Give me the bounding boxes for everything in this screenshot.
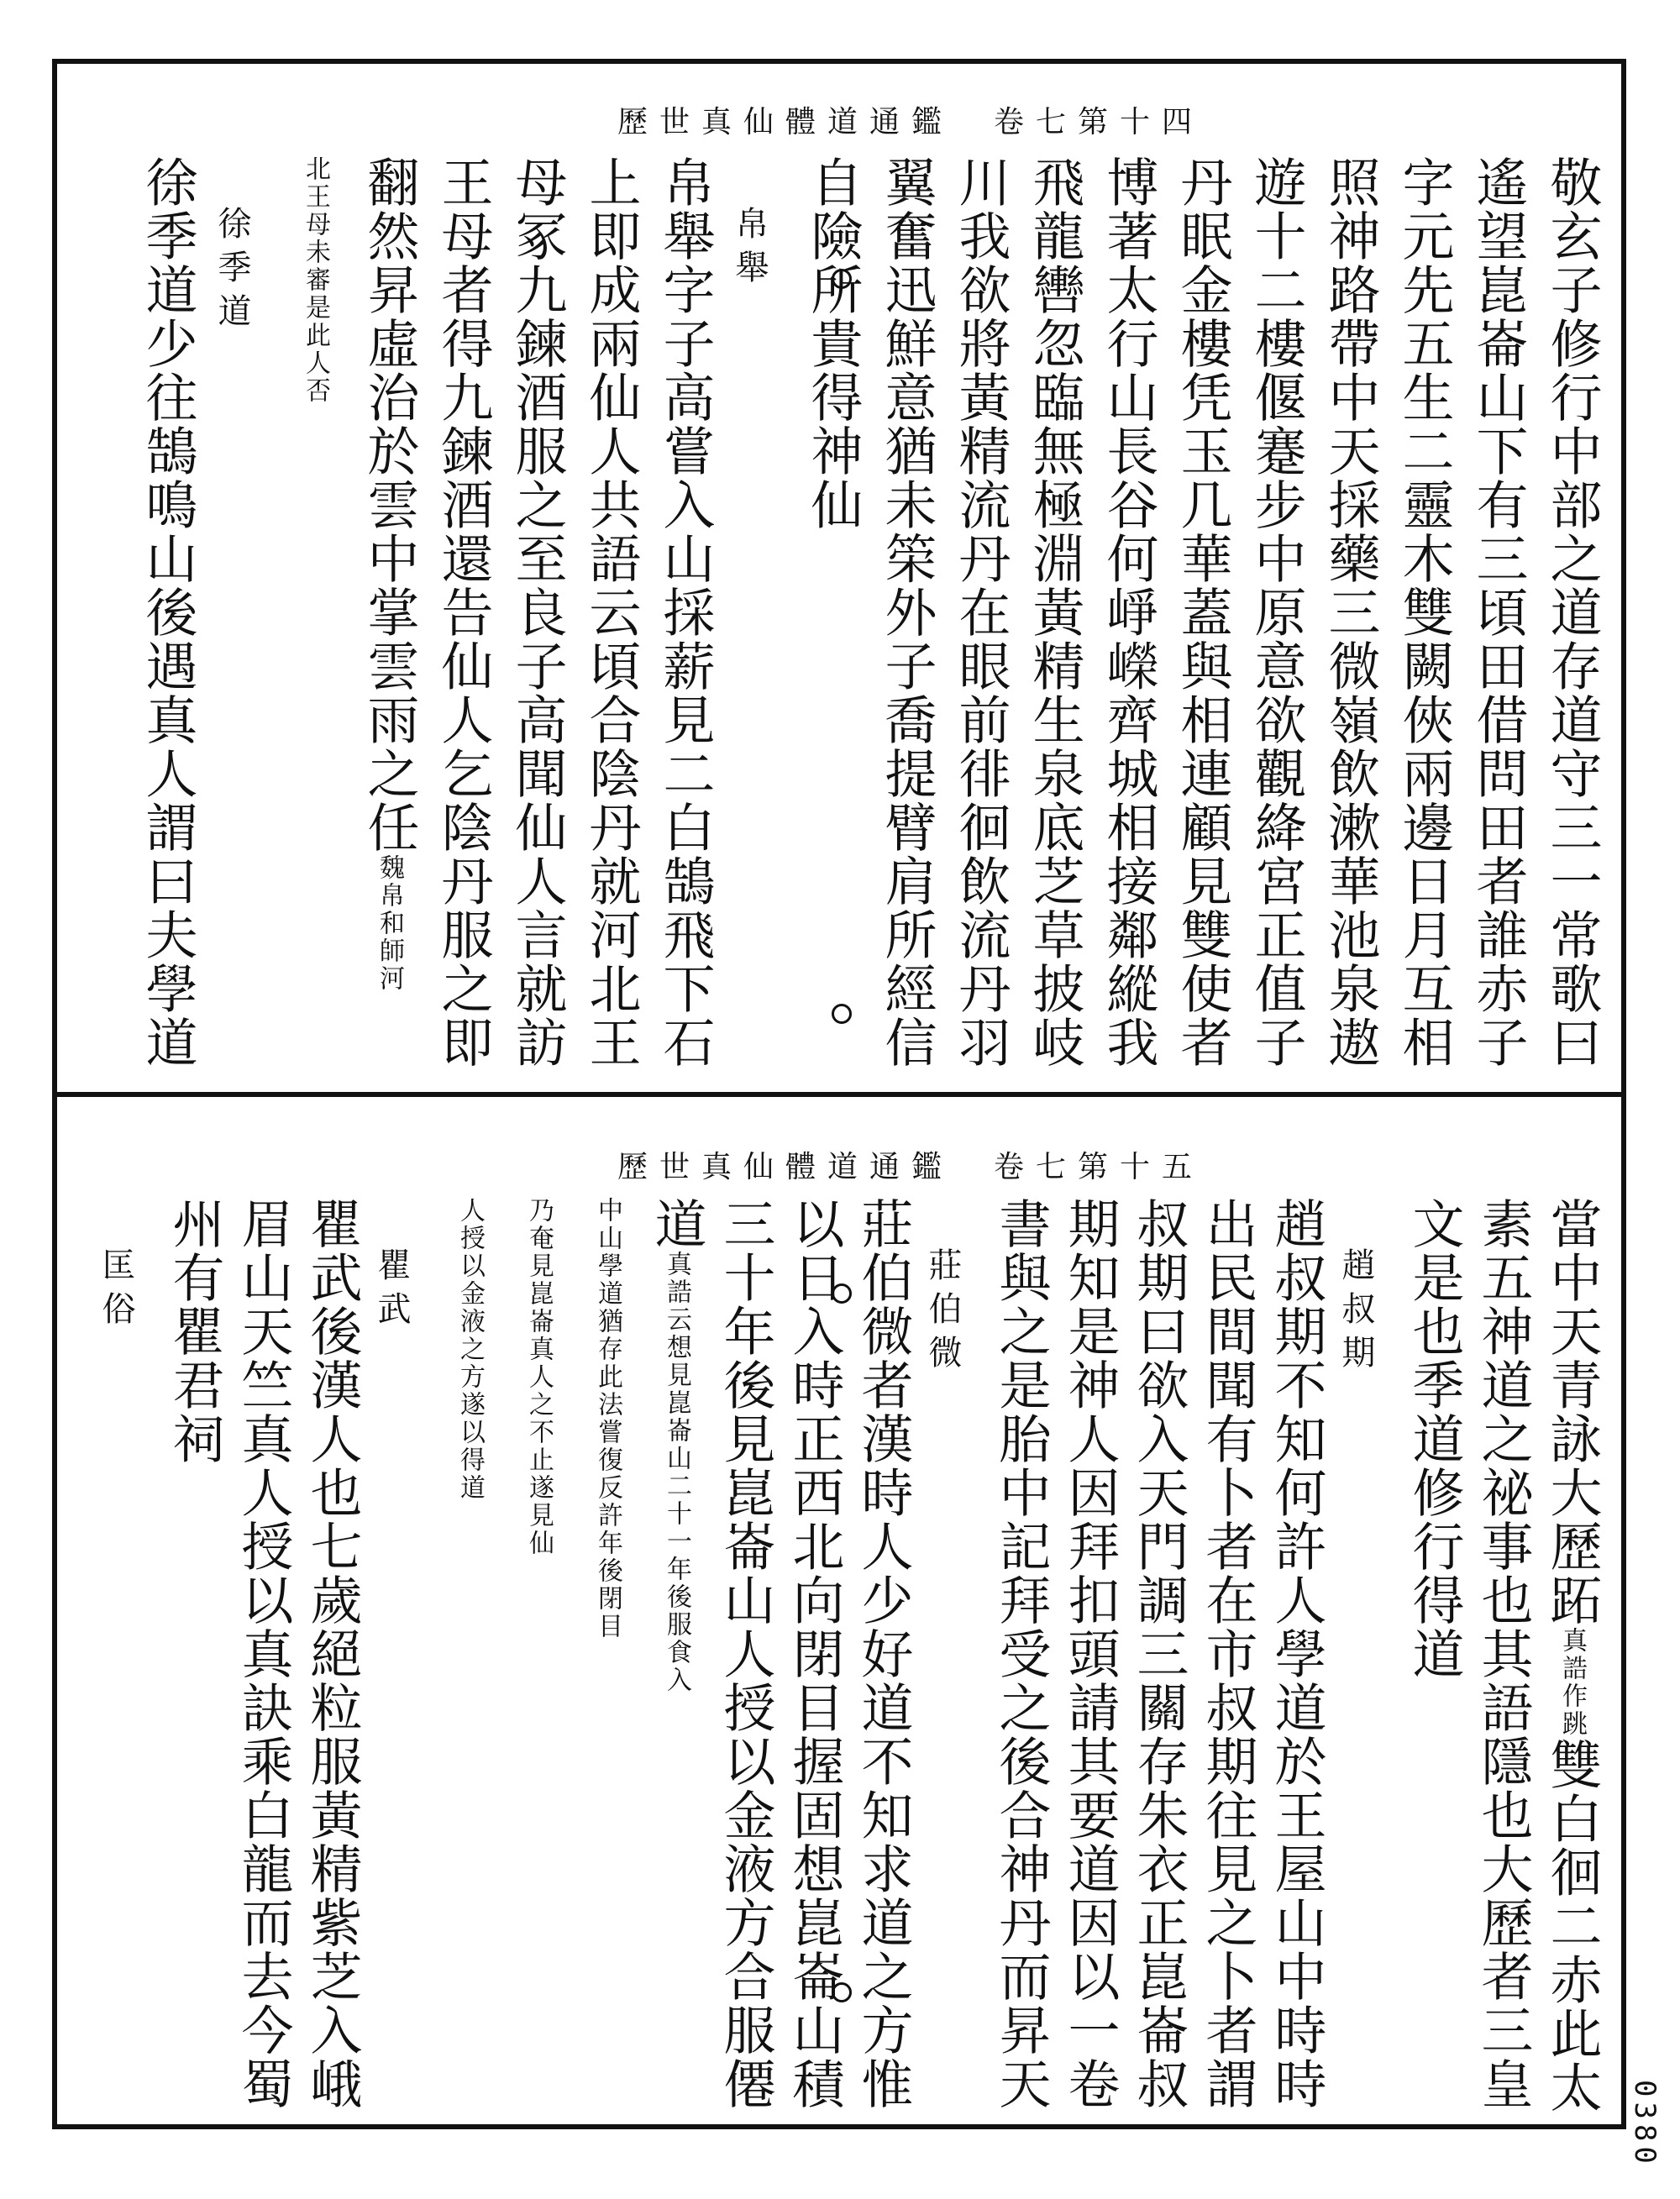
text-column: [137, 155, 198, 1069]
column-text: 自險所貴得神仙: [802, 155, 864, 532]
section-marker-circle: [832, 1004, 852, 1024]
text-column: [654, 155, 716, 1069]
column-text: 州有瞿君祠: [164, 1197, 225, 1466]
column-text: 以日入時正西北向閉目握固想崑崙山積: [784, 1197, 845, 2111]
text-column: [1059, 1197, 1121, 2111]
column-note: 魏帛和師河: [375, 854, 404, 993]
text-column: [646, 1197, 707, 1694]
text-column: [1266, 1197, 1327, 2111]
text-column: [433, 155, 494, 1069]
column-text: 書與之是胎中記拜受之後合神丹而昇天: [990, 1197, 1052, 2111]
section-heading: [99, 1247, 133, 1335]
column-text: 眉山天竺真人授以真訣乘白龍而去今蜀: [233, 1197, 294, 2111]
text-column: [444, 1197, 496, 1502]
column-text: 帛舉字子高嘗入山採薪見二白鵠飛下石: [654, 155, 716, 1069]
column-note: 乃奄見崑崙真人之不止遂見仙: [524, 1197, 554, 1557]
column-text: 瞿武: [372, 1247, 411, 1335]
text-column: [715, 1197, 776, 2111]
text-column: [302, 1197, 363, 2111]
column-text: 徐季道少往鵠鳴山後遇真人謂曰夫學道: [137, 155, 198, 1069]
text-column: [233, 1197, 294, 2111]
column-text: 母冢九鍊酒服之至良子高聞仙人言就訪: [507, 155, 568, 1069]
column-text: 飛龍轡忽臨無極淵黃精生泉底芝草披岐: [1024, 155, 1085, 1069]
text-column: [512, 1197, 564, 1557]
column-text: 莊伯微者漢時人少好道不知求道之方惟: [853, 1197, 914, 2111]
section-marker-circle: [832, 1982, 852, 2002]
text-column: [1024, 155, 1085, 1069]
column-text: 文是也季道修行得道: [1404, 1197, 1465, 1681]
column-text: 徐季道: [213, 206, 251, 337]
panel-divider: [52, 1092, 1626, 1097]
text-column: [164, 1197, 225, 1466]
text-column: [1473, 1197, 1534, 2111]
top-header-volume: 卷七第十四: [994, 105, 1205, 139]
column-text: 遙望崑崙山下有三頃田借問田者誰赤子: [1467, 155, 1529, 1069]
column-text: 素五神道之祕事也其語隱也大歷者三皇: [1473, 1197, 1534, 2111]
bottom-header-title: 歷世真仙體道通鑑: [617, 1150, 954, 1184]
text-column: [876, 155, 937, 1069]
text-column: [1197, 1197, 1258, 2111]
column-text: 雙白徊二赤此太: [1541, 1738, 1603, 2114]
column-text: 當中天青詠大歷跖: [1541, 1197, 1603, 1627]
section-heading: [1336, 1247, 1375, 1378]
column-text: 三十年後見崑崙山人授以金液方合服僊: [715, 1197, 776, 2111]
column-note: 中山學道猶存此法嘗復反許年後閉目: [593, 1197, 622, 1640]
text-column: [359, 155, 420, 993]
column-text: 帛舉: [730, 206, 769, 293]
column-text: 趙叔期不知何許人學道於王屋山中時時: [1266, 1197, 1327, 2111]
column-text: 川我欲將黃精流丹在眼前徘徊飲流丹羽: [950, 155, 1011, 1069]
text-column: [802, 155, 864, 532]
column-note: 人授以金液之方遂以得道: [455, 1197, 485, 1502]
text-column: [580, 155, 642, 1069]
text-column: [853, 1197, 914, 2111]
column-text: 字元先五生二靈木雙闕俠兩邊日月互相: [1394, 155, 1455, 1069]
column-note: 真誥作跳: [1557, 1627, 1587, 1738]
text-column: [950, 155, 1011, 1069]
column-text: 敬玄子修行中部之道存道守三一常歌曰: [1541, 155, 1603, 1069]
page-number: 0380: [1628, 2080, 1662, 2169]
section-marker-circle: [832, 1283, 852, 1304]
text-column: [784, 1197, 845, 2111]
text-column: [1467, 155, 1529, 1069]
column-text: 照神路帶中天採藥三微嶺飲漱華池泉遨: [1320, 155, 1381, 1069]
column-text: 瞿武後漢人也七歲絕粒服黃精紫芝入峨: [302, 1197, 363, 2111]
column-text: 出民間聞有卜者在市叔期往見之卜者謂: [1197, 1197, 1258, 2111]
section-marker-circle: [832, 269, 852, 289]
column-text: 丹眠金樓凭玉几華蓋與相連顧見雙使者: [1172, 155, 1233, 1069]
text-column: [581, 1197, 633, 1640]
column-text: 翼奮迅鮮意猶未筞外子喬提臂肩所經信: [876, 155, 937, 1069]
text-column: [1128, 1197, 1189, 2111]
column-note: 真誥云想見崑崙山二十一年後服食入: [662, 1251, 691, 1694]
column-text: 匡俗: [97, 1247, 135, 1335]
column-text: 遊十二樓偃蹇步中原意欲觀絳宮正值子: [1246, 155, 1307, 1069]
section-heading: [730, 206, 769, 293]
column-text: 期知是神人因拜扣頭請其要道因以一卷: [1059, 1197, 1121, 2111]
text-column: [1320, 155, 1381, 1069]
top-header-title: 歷世真仙體道通鑑: [617, 105, 954, 139]
text-column: [1246, 155, 1307, 1069]
column-text: 博著太行山長谷何崢嶸齊城相接鄰縱我: [1098, 155, 1159, 1069]
text-column: [1172, 155, 1233, 1069]
text-column: [1098, 155, 1159, 1069]
text-column: [289, 155, 341, 405]
bottom-header: [617, 1152, 1204, 1183]
column-note: 北王母未審是此人否: [301, 155, 330, 405]
column-text: 叔期曰欲入天門調三關存朱衣正崑崙叔: [1128, 1197, 1189, 2111]
section-heading: [215, 206, 249, 337]
text-column: [990, 1197, 1052, 2111]
text-column: [1541, 155, 1603, 1069]
top-header: [617, 105, 1205, 139]
column-text: 翻然昇虛治於雲中掌雲雨之任: [359, 155, 420, 854]
text-column: [1394, 155, 1455, 1069]
bottom-header-volume: 卷七第十五: [994, 1150, 1205, 1184]
text-column: [507, 155, 568, 1069]
section-heading: [372, 1247, 411, 1335]
section-heading: [923, 1247, 962, 1378]
column-text: 上即成兩仙人共語云頃合陰丹就河北王: [580, 155, 642, 1069]
column-text: 趙叔期: [1336, 1247, 1375, 1378]
text-column: [1541, 1197, 1603, 2114]
column-text: 道: [646, 1197, 707, 1251]
column-text: 王母者得九鍊酒還告仙人乞陰丹服之即: [433, 155, 494, 1069]
text-column: [1404, 1197, 1465, 1681]
column-text: 莊伯微: [923, 1247, 962, 1378]
